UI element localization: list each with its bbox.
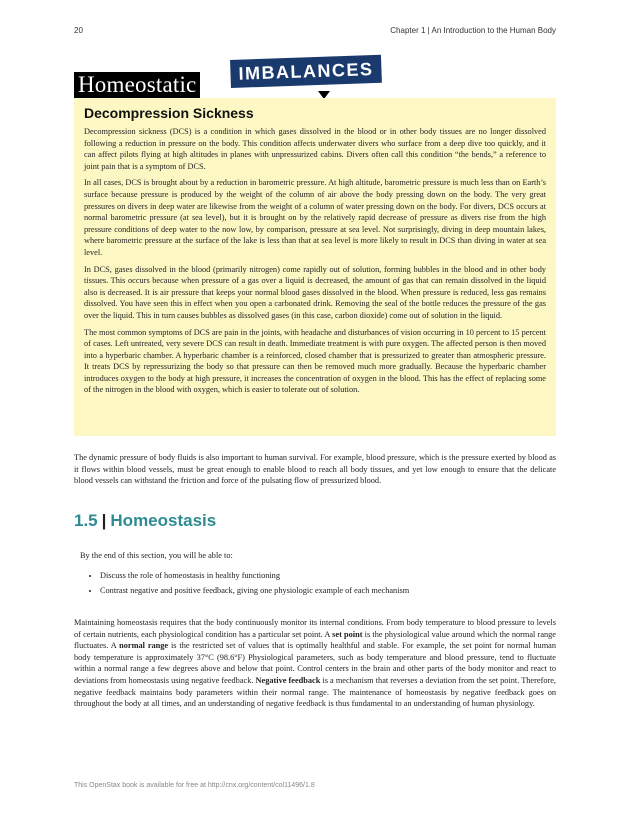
body-text: is a mechanism that reverses a deviation from the set point. Therefore, negative feedback maintains body parameters within their normal range. The maintenance of homeostasis by negative feedback goes on throughout the body at all times, and an understanding of negative feedback is thus fundamental to an understanding of human physiology. — [74, 675, 556, 709]
feature-paragraph: In DCS, gases dissolved in the blood (primarily nitrogen) come rapidly out of solution, forming bubbles in the blood and in other body tissues. This occurs because when pressure of a gas over a liquid is decreased, the amount of gas that can remain dissolved in the liquid also is decreased. It is air pressure that keeps your normal blood gases dissolved in the blood. When pressure is reduced, less gas remains dissolved. You have seen this in effect when you open a carbonated drink. Removing the seal of the bottle reduces the pressure of the gas over the liquid. This in turn causes bubbles as dissolved gases (in this case, carbon dioxide) come out of solution in the liquid. — [84, 264, 546, 320]
list-item: • Discuss the role of homeostasis in healthy functioning — [100, 570, 550, 582]
section-title: Homeostasis — [110, 511, 217, 530]
feature-box — [74, 98, 556, 436]
body-text: is the restricted set of values that is optimally healthful and stable. For example, the set point for normal human body temperature is approximately 37°C (98.6°F) Physiological parameters, such as body temperature and blood pressure, tend to fluctuate within a normal range a few degrees above and below that point. Control centers in the brain and other parts of the body monitor and react to deviations from homeostasis using negative feedback. — [74, 641, 556, 685]
term-negative-feedback: Negative feedback — [255, 675, 321, 685]
footer-note: This OpenStax book is available for free at http://cnx.org/content/col11496/1.8 — [74, 782, 315, 789]
objectives-lead: By the end of this section, you will be able to: — [80, 551, 233, 560]
term-normal-range: normal range — [119, 641, 169, 651]
section-heading — [74, 510, 216, 532]
objectives-list — [80, 570, 550, 597]
section-separator: | — [101, 511, 107, 530]
section-number: 1.5 — [74, 511, 98, 530]
body-text: is the physiological value around which the normal range fluctuates. A — [74, 629, 556, 651]
running-header: Chapter 1 | An Introduction to the Human Body — [390, 26, 556, 35]
body-paragraph — [74, 617, 556, 710]
feature-title: Decompression Sickness — [84, 105, 254, 121]
body-text: Maintaining homeostasis requires that the body continuously monitor its internal conditions. From body temperature to blood pressure to levels of certain nutrients, each physiological condition has a particular set point. A — [74, 618, 556, 639]
term-set-point: set point — [332, 629, 363, 639]
list-item: • Contrast negative and positive feedback, giving one physiologic example of each mechanism — [100, 585, 550, 597]
learning-objectives — [80, 550, 550, 601]
feature-paragraph: Decompression sickness (DCS) is a condition in which gases dissolved in the blood or in other body tissues are no longer dissolved following a reduction in pressure on the body. This condition affects underwater divers who surface from a deep dive too quickly, and it can affect pilots flying at high altitudes in planes with unpressurized cabins. Divers often call this condition “the bends,” a reference to joint pain that is a symptom of DCS. — [84, 127, 546, 171]
feature-label-imbalances: IMBALANCES — [230, 55, 382, 88]
feature-paragraph: In all cases, DCS is brought about by a reduction in barometric pressure. At high altitude, barometric pressure is much less than on Earth’s surface because pressure is produced by the weight of the column of air above the body pressing down on the body. The very great pressures on divers in deep water are likewise from the weight of a column of water pressing down on the body. For divers, DCS occurs at normal barometric pressure (at sea level), but it is brought on by the relatively rapid decrease of pressure as divers rise from the high pressure conditions of deep water to the now low, by comparison, pressure at sea level. Not surprisingly, diving in deep mountain lakes, where barometric pressure at the surface of the lake is less than that at sea level is more likely to result in DCS than diving in water at sea level. — [84, 178, 546, 257]
feature-paragraph: The most common symptoms of DCS are pain in the joints, with headache and disturbances of vision occurring in 10 percent to 15 percent of cases. Left untreated, very severe DCS can result in death. Immediate treatment is with pure oxygen. The affected person is then moved into a hyperbaric chamber. A hyperbaric chamber is a reinforced, closed chamber that is pressurized to greater than atmospheric pressure. It treats DCS by repressurizing the body so that pressure can then be removed much more gradually. Because the hyperbaric chamber introduces oxygen to the body at high pressure, it increases the concentration of oxygen in the blood. This has the effect of replacing some of the nitrogen in the blood with oxygen, which is easier to tolerate out of solution. — [84, 327, 546, 395]
feature-label-homeostatic: Homeostatic — [74, 72, 200, 98]
intro-paragraph: The dynamic pressure of body fluids is also important to human survival. For example, blood pressure, which is the pressure exerted by blood as it flows within blood vessels, must be great enough to enable blood to reach all body tissues, and yet low enough to ensure that the delicate blood vessels can withstand the friction and force of the pulsating flow of pressurized blood. — [74, 453, 556, 486]
page-number: 20 — [74, 26, 83, 35]
